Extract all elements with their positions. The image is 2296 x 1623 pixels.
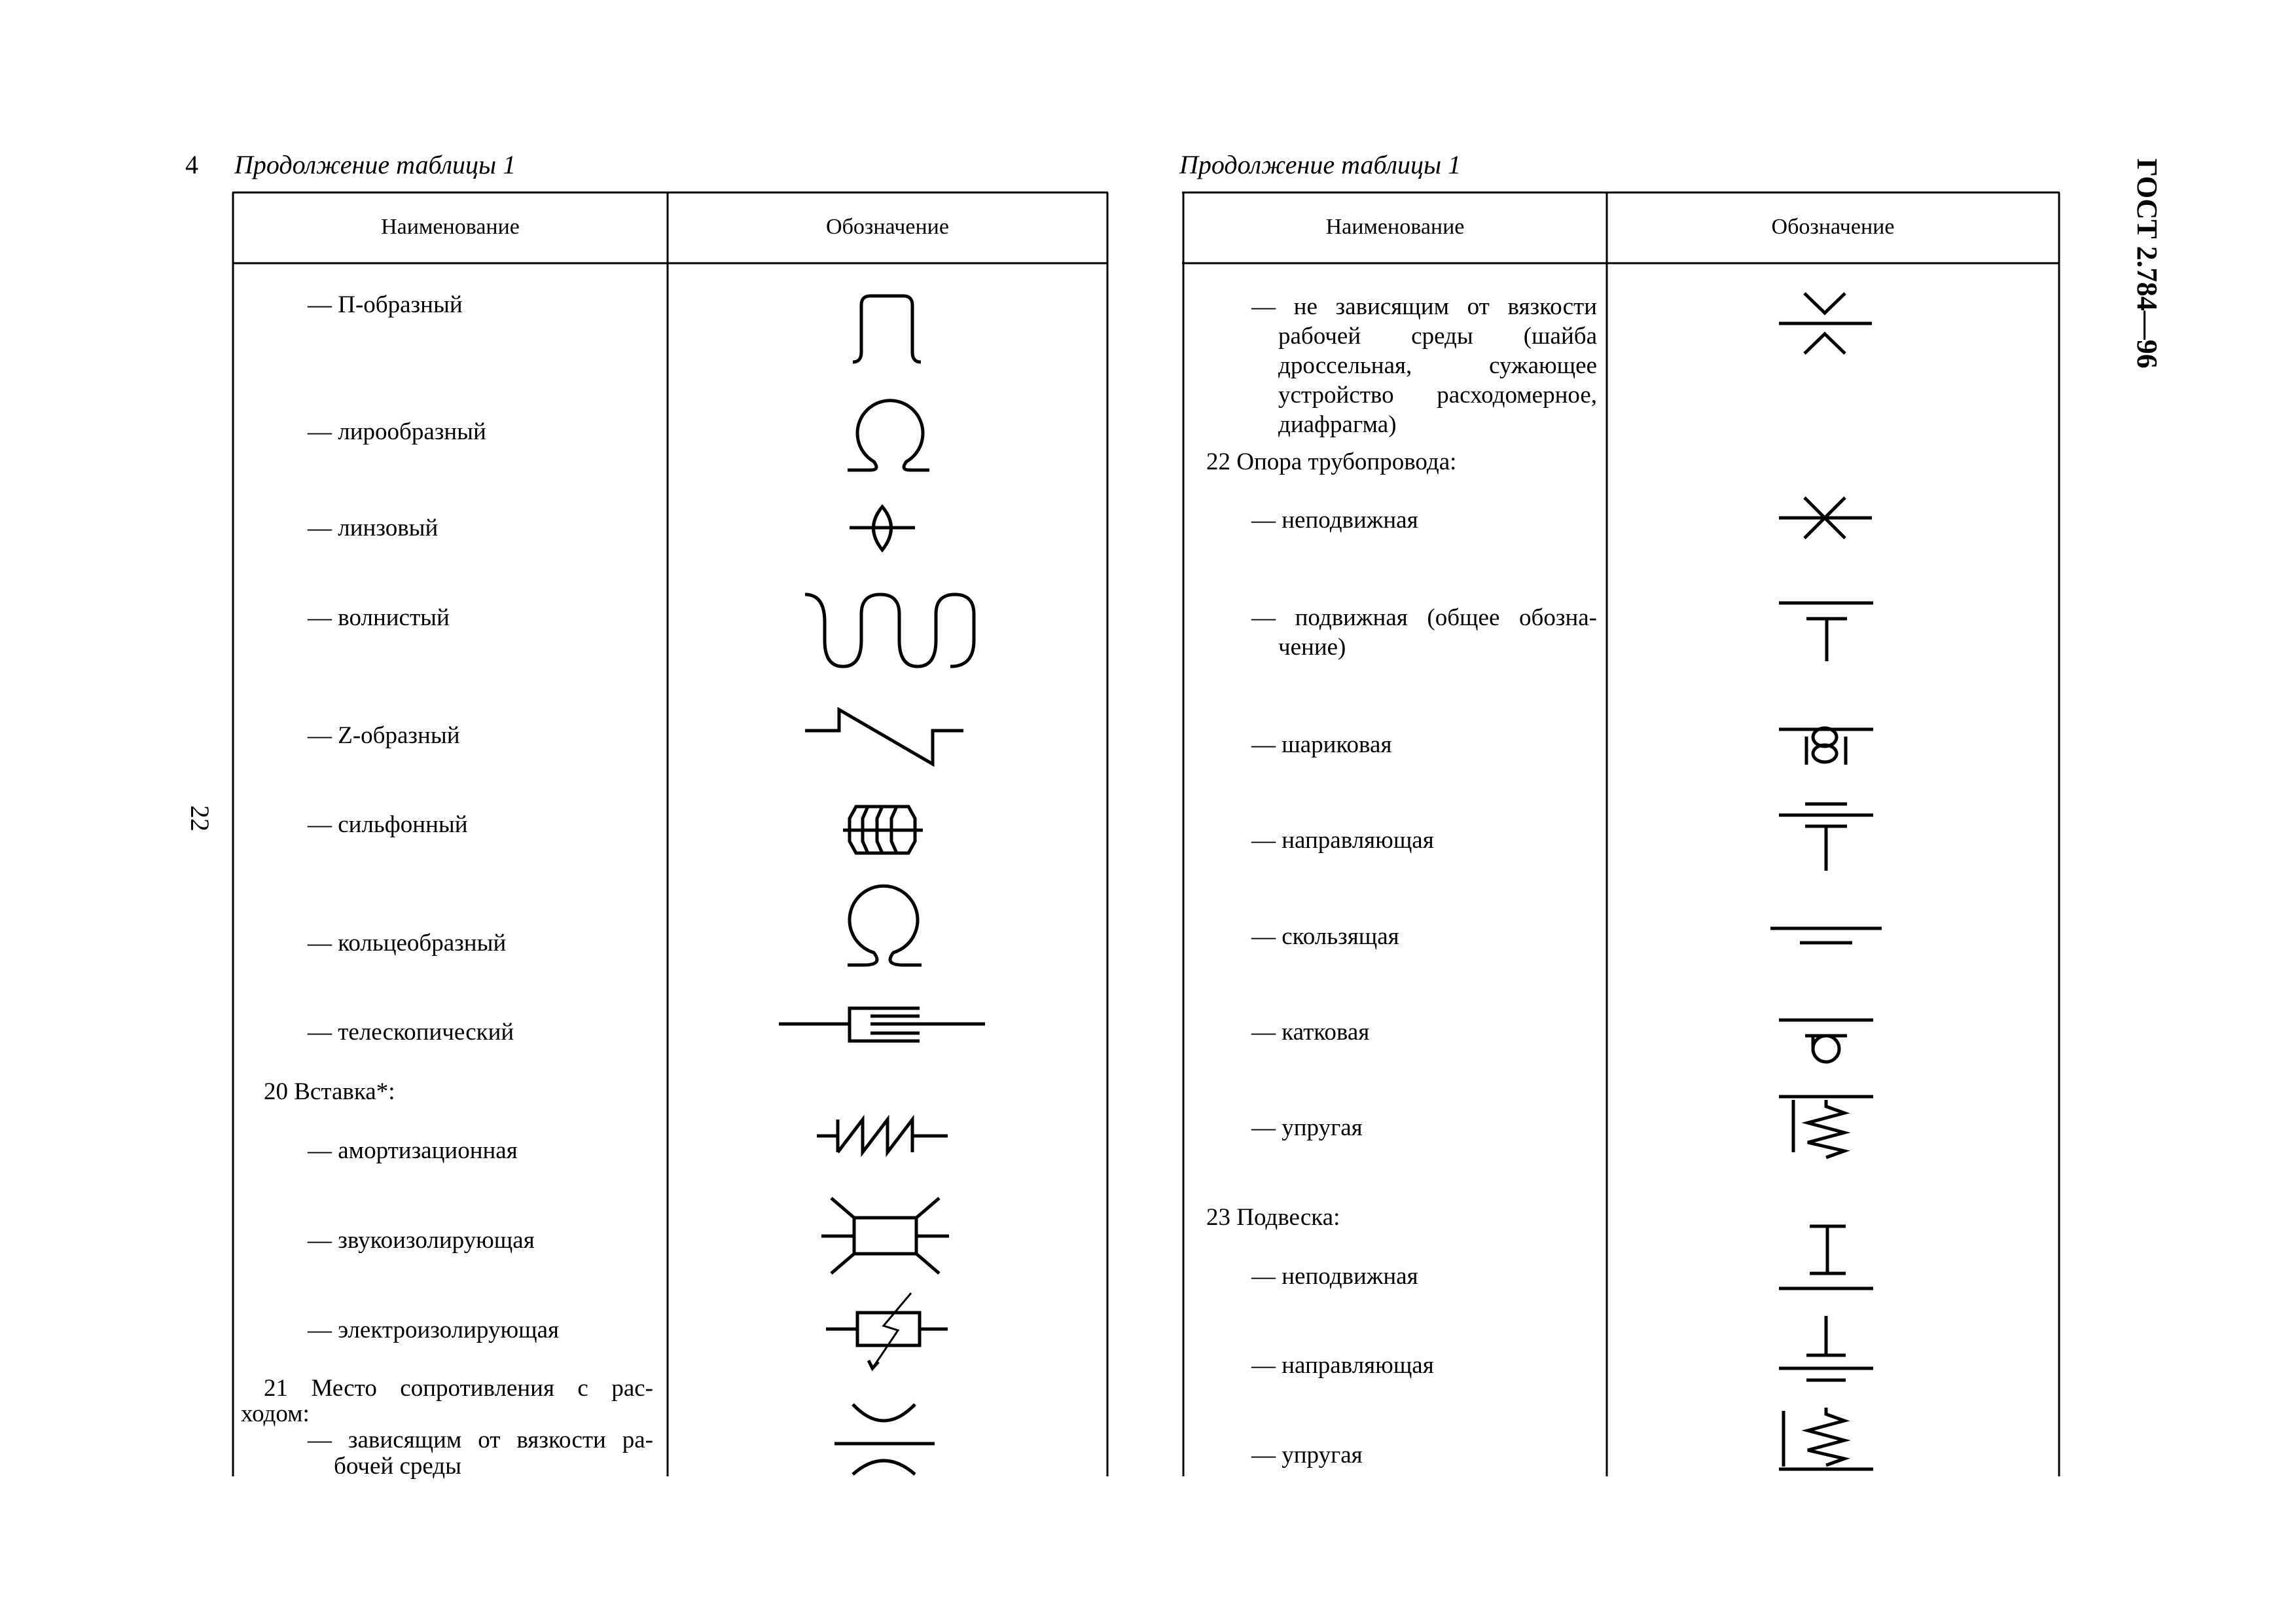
row-label: — направляющая (1251, 827, 1434, 854)
section-heading: 20 Вставка*: (264, 1078, 395, 1105)
z-compensator-icon (805, 710, 963, 764)
section-heading: 23 Подвеска: (1206, 1204, 1340, 1231)
row-label: — волнистый (308, 604, 450, 631)
row-label: — П-образный (308, 291, 463, 318)
ball-support-icon (1779, 728, 1873, 765)
wavy-compensator-icon (805, 594, 974, 666)
row-label: — скользящая (1251, 923, 1399, 950)
lens-compensator-icon (850, 507, 915, 550)
ring-compensator-icon (848, 886, 922, 965)
fixed-support-icon (1779, 498, 1872, 538)
u-shaped-compensator-icon (853, 296, 921, 362)
left-col-symbol-header: Обозначение (826, 215, 949, 239)
row-label: — лирообразный (308, 418, 486, 445)
row-label: — направляющая (1251, 1352, 1434, 1379)
right-col-name-header: Наименование (1325, 215, 1465, 239)
guide-hanger-icon (1779, 1316, 1873, 1380)
elastic-support-icon (1779, 1097, 1873, 1158)
telescopic-compensator-icon (779, 1008, 985, 1041)
shock-absorbing-insert-icon (817, 1120, 948, 1152)
row-label: — сильфонный (308, 811, 468, 838)
elastic-hanger-icon (1779, 1408, 1873, 1469)
row-label: — не зависящим от вязкости рабочей среды (шайба дроссельная, сужающее устройство расходомерное, диафрагма) (1251, 293, 1597, 438)
roller-support-icon (1779, 1020, 1873, 1062)
row-label: — упругая (1251, 1114, 1363, 1141)
row-label: — упругая (1251, 1442, 1363, 1468)
row-label-cont: бочей среды (334, 1453, 461, 1480)
viscosity-independent-resistance-icon (1779, 293, 1872, 354)
row-label-cont: чение) (1278, 634, 1346, 661)
left-col-name-header: Наименование (381, 215, 520, 239)
lyre-compensator-icon (848, 401, 929, 470)
standard-code: ГОСТ 2.784—96 (2131, 158, 2163, 369)
viscosity-dependent-resistance-icon (834, 1404, 935, 1474)
right-col-symbol-header: Обозначение (1771, 215, 1895, 239)
fixed-hanger-icon (1779, 1226, 1873, 1288)
row-label: — звукоизолирующая (308, 1227, 535, 1254)
row-label: — электроизолирующая (308, 1317, 560, 1343)
row-label: — линзовый (308, 515, 439, 541)
right-table-caption: Продолжение таблицы 1 (1179, 150, 1462, 179)
bellows-compensator-icon (843, 807, 923, 853)
electroinsulating-insert-icon (826, 1293, 948, 1368)
row-label: — неподвижная (1251, 1263, 1418, 1290)
row-label: — зависящим от вязкости ра- (308, 1427, 653, 1453)
soundproof-insert-icon (821, 1198, 949, 1273)
section-heading-cont: ходом: (241, 1400, 310, 1427)
row-label: — Z-образный (308, 722, 460, 749)
movable-support-icon (1779, 603, 1873, 661)
left-table-caption: Продолжение таблицы 1 (234, 150, 516, 179)
side-page-number: 22 (185, 805, 215, 831)
guide-support-icon (1779, 804, 1873, 871)
row-label: — кольцеобразный (308, 930, 507, 957)
row-label: — неподвижная (1251, 507, 1418, 534)
section-heading: 21 Место сопротивления с рас- (264, 1375, 653, 1402)
row-label: — катковая (1251, 1019, 1370, 1046)
page-number: 4 (185, 150, 198, 179)
row-label: — амортизационная (308, 1137, 518, 1164)
row-label: — телескопический (308, 1019, 514, 1046)
row-label: — шариковая (1251, 731, 1392, 758)
sliding-support-icon (1770, 928, 1882, 943)
row-label: — подвижная (общее обозна- (1251, 604, 1597, 631)
section-heading: 22 Опора трубопровода: (1206, 448, 1457, 475)
